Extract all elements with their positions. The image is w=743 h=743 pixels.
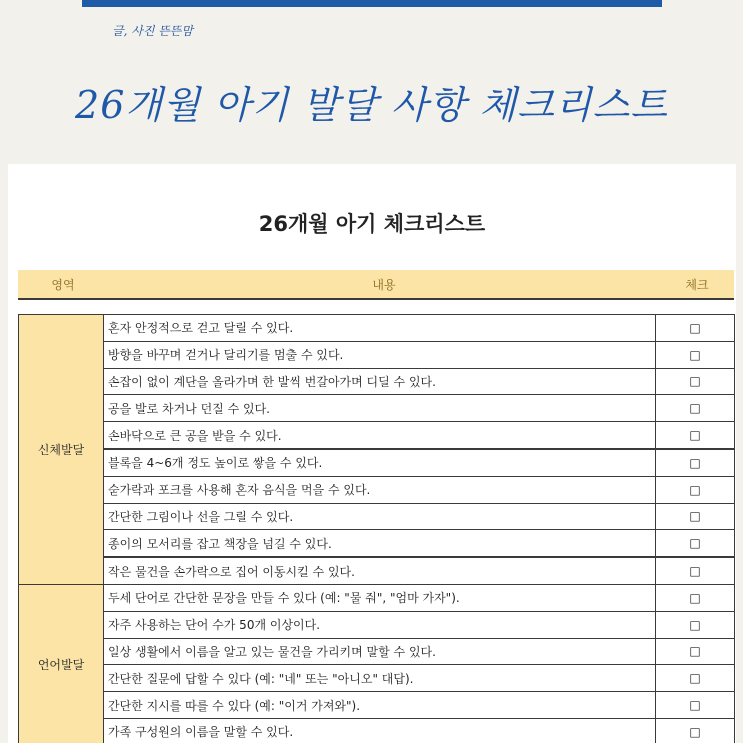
checklist-item: 숟가락과 포크를 사용해 혼자 음식을 먹을 수 있다. [104,476,656,503]
checkbox[interactable]: □ [656,476,735,503]
checkbox[interactable]: □ [656,718,735,743]
checklist-item: 손바닥으로 큰 공을 받을 수 있다. [104,422,656,449]
checklist-table [18,314,735,743]
table-row [19,315,735,342]
checklist-item: 블록을 4~6개 정도 높이로 쌓을 수 있다. [104,449,656,476]
checkbox[interactable]: □ [656,692,735,719]
checklist-sheet [8,164,736,743]
table-row [19,692,735,719]
table-row [19,611,735,638]
checklist-item: 자주 사용하는 단어 수가 50개 이상이다. [104,611,656,638]
checklist-item: 간단한 지시를 따를 수 있다 (예: "이거 가져와"). [104,692,656,719]
table-row [19,422,735,449]
checkbox[interactable]: □ [656,530,735,557]
checkbox[interactable]: □ [656,449,735,476]
area-label: 신체발달 [19,315,104,585]
checkbox[interactable]: □ [656,584,735,611]
checklist-item: 종이의 모서리를 잡고 책장을 넘길 수 있다. [104,530,656,557]
checkbox[interactable]: □ [656,665,735,692]
table-row [19,718,735,743]
checkbox[interactable]: □ [656,638,735,665]
page-headline: 26개월 아기 발달 사항 체크리스트 [75,83,668,127]
checklist-item: 손잡이 없이 계단을 올라가며 한 발씩 번갈아가며 디딜 수 있다. [104,368,656,395]
table-row [19,476,735,503]
area-label: 언어발달 [19,584,104,743]
header-content: 내용 [372,277,396,292]
table-row [19,503,735,530]
checklist-item: 방향을 바꾸며 걷거나 달리기를 멈출 수 있다. [104,341,656,368]
checkbox[interactable]: □ [656,557,735,584]
checkbox[interactable]: □ [656,315,735,342]
checklist-item: 간단한 질문에 답할 수 있다 (예: "네" 또는 "아니오" 대답). [104,665,656,692]
checkbox[interactable]: □ [656,341,735,368]
table-row [19,395,735,422]
top-accent-bar [82,0,662,7]
checkbox[interactable]: □ [656,503,735,530]
author-credit: 글, 사진 뜬뜬맘 [112,24,193,38]
table-header [18,270,734,300]
checkbox[interactable]: □ [656,422,735,449]
table-row [19,557,735,584]
header-check: 체크 [685,277,709,292]
table-row [19,530,735,557]
table-row [19,449,735,476]
checkbox[interactable]: □ [656,611,735,638]
table-row [19,665,735,692]
checkbox[interactable]: □ [656,368,735,395]
table-row [19,584,735,611]
checkbox[interactable]: □ [656,395,735,422]
checklist-item: 일상 생활에서 이름을 알고 있는 물건을 가리키며 말할 수 있다. [104,638,656,665]
table-row [19,341,735,368]
checklist-item: 가족 구성원의 이름을 말할 수 있다. [104,718,656,743]
checklist-item: 간단한 그림이나 선을 그릴 수 있다. [104,503,656,530]
sheet-title: 26개월 아기 체크리스트 [258,212,486,236]
checklist-item: 공을 발로 차거나 던질 수 있다. [104,395,656,422]
table-row [19,368,735,395]
checklist-item: 두세 단어로 간단한 문장을 만들 수 있다 (예: "물 줘", "엄마 가자"). [104,584,656,611]
table-row [19,638,735,665]
checklist-item: 혼자 안정적으로 걷고 달릴 수 있다. [104,315,656,342]
header-area: 영역 [51,277,75,292]
checklist-item: 작은 물건을 손가락으로 집어 이동시킬 수 있다. [104,557,656,584]
